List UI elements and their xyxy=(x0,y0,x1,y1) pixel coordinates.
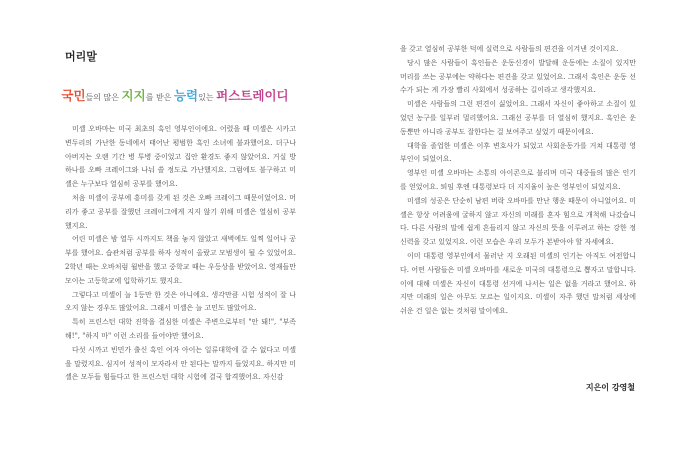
paragraph: 미셸의 성공은 단순히 남편 버락 오바마를 만난 행운 때문이 아니었어요. 미셸은 항상 어려움에 굴하지 않고 자신의 미래를 혼자 힘으로 개척해 나갔습니다. 다른 사람의 말에 쉽게 흔들리지 않고 자신의 뜻을 이루려고 하는 강한 정신력을 갖고 있었지요. 이런 모습은 우리 모두가 본받아야 할 자세예요. xyxy=(400,196,636,247)
tagline-word-support: 지지 xyxy=(121,88,146,103)
paragraph: 다섯 시까고 빈민가 출신 흑인 여자 아이는 일류대학에 갈 수 없다고 미셸을 말렸지요. 심지어 성적이 모자라서 안 된다는 말까지 들었지요. 하지만 미셸은 모두들 힘들다고 한 프린스턴 대학 시험에 결국 합격했어요. 자신감 xyxy=(65,345,296,382)
tagline-connector-3: 있는 xyxy=(198,93,217,102)
paragraph: 영부인 미셸 오바마는 소통의 아이콘으로 불리며 미국 대중들의 많은 인기를 얻었어요. 퇴임 후엔 대통령보다 더 지지율이 높은 영부인이 되었지요. xyxy=(400,169,636,191)
paragraph: 당시 많은 사람들이 흑인들은 운동신경이 발달해 운동에는 소질이 있지만 머리를 쓰는 공부에는 약하다는 편견을 갖고 있었어요. 그래서 흑인은 운동 선수가 되는 게 가장 빨리 사회에서 성공하는 길이라고 생각했지요. xyxy=(400,58,636,95)
author-signature: 지은이 강영철 xyxy=(585,383,635,392)
paragraph: 특히 프린스턴 대학 진학을 결심한 미셸은 주변으로부터 "안 돼!", "부족해!", "하지 마" 이런 소리를 들어야만 했어요. xyxy=(65,318,296,340)
tagline xyxy=(0,86,350,104)
left-body-text xyxy=(65,123,296,385)
paragraph: 그렇다고 미셸이 늘 1등만 한 것은 아니에요. 생각만큼 시험 성적이 잘 나오지 않는 경우도 많았어요. 그래서 미셸은 늘 고민도 많았어요. xyxy=(65,290,296,313)
tagline-word-ability: 능력 xyxy=(173,88,199,103)
paragraph: 을 갖고 열심히 공부한 덕에 실력으로 사람들의 편견을 이겨낸 것이지요. xyxy=(400,45,619,53)
section-title: 머리말 xyxy=(65,50,97,63)
right-page xyxy=(350,0,700,473)
tagline-word-first-lady: 퍼스트레이디 xyxy=(216,88,289,103)
paragraph: 어린 미셸은 밤 열두 시까지도 책을 놓지 않았고 새벽에도 일찍 일어나 공부를 했어요. 습관처럼 공부를 하자 성적이 올랐고 모범생이 될 수 있었어요. 2학년 때는 오바처럼 월반을 했고 중학교 때는 우등상을 받았어요. 영재들만 모이는 고등학교에 입학하기도 했지요. xyxy=(65,235,296,285)
paragraph: 이미 대통령 영부인에서 물러난 지 오래된 미셸의 인기는 아직도 여전합니다. 어떤 사람들은 미셸 오바마를 새로운 미국의 대통령으로 뽑자고 말합니다. 이에 대해 미셸은 자신이 대통령 선거에 나서는 일은 없을 거라고 했어요. 하지만 미래의 일은 아무도 모르는 일이지요. 미셸이 자주 했던 말처럼 세상에 쉬운 건 일은 없는 것처럼 말이에요. xyxy=(400,251,636,316)
tagline-connector-2: 를 받은 xyxy=(145,93,174,102)
paragraph: 미셸 오바마는 미국 최초의 흑인 영부인이에요. 어렸을 때 미셸은 시카고 변두리의 가난한 동네에서 태어난 평범한 흑인 소녀에 불과했어요. 더구나 아버지는 오랜 기간 병 투병 중이었고 집안 환경도 좋지 않았어요. 거실 방 하나를 오빠 크레이그와 나눠 쓸 정도로 가난했지요. 그럼에도 불구하고 미셸은 누구보다 열심히 공부를 했어요. xyxy=(65,125,296,189)
tagline-connector-1: 들의 많은 xyxy=(85,93,122,102)
paragraph: 미셸은 사람들의 그런 편견이 싫었어요. 그래서 자신이 좋아하고 소질이 있었던 농구를 일부러 멀리했어요. 그래선 공부를 더 열심히 했지요. 흑인은 운동뿐만 아니라 공부도 잘한다는 걸 보여주고 싶었기 때문이에요. xyxy=(400,100,636,136)
paragraph: 처음 미셸이 공부에 흥미를 갖게 된 것은 오빠 크레이그 때문이었어요. 머리가 좋고 공부를 잘했던 크레이그에게 지지 않기 위해 미셸은 열심히 공부했지요. xyxy=(65,193,296,230)
paragraph: 대학을 졸업한 미셸은 이후 변호사가 되었고 사회운동가를 거쳐 대통령 영부인이 되었어요. xyxy=(400,141,636,164)
right-body-text xyxy=(400,43,636,319)
tagline-word-citizens: 국민 xyxy=(61,88,86,103)
